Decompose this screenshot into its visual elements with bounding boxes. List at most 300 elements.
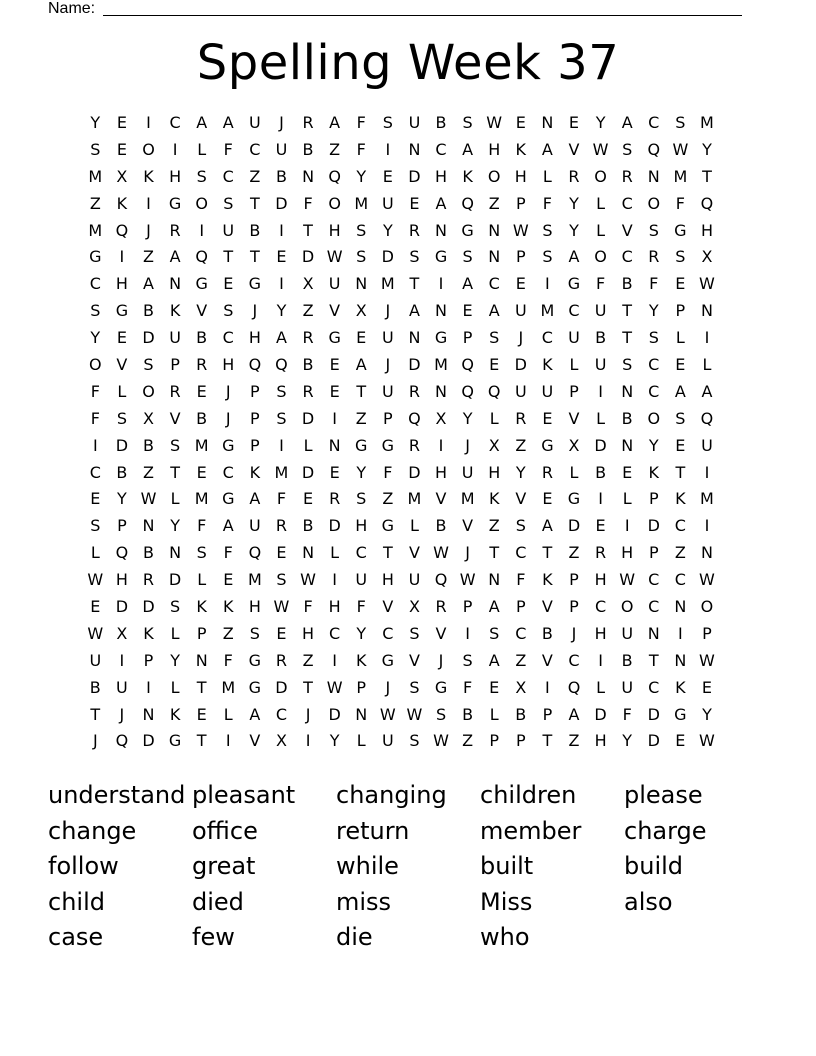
grid-letter: N [195, 650, 208, 670]
word-bank-item: understand [48, 781, 186, 809]
grid-letter: S [276, 570, 287, 590]
word-bank-item: change [48, 816, 137, 845]
grid-letter: S [622, 139, 633, 159]
grid-letter: Q [647, 139, 661, 159]
word-bank-item: return [336, 816, 410, 845]
grid-letter: F [223, 139, 233, 159]
grid-letter: C [541, 328, 553, 348]
grid-letter: S [462, 650, 473, 670]
grid-letter: T [702, 166, 712, 186]
grid-letter: O [328, 193, 341, 213]
grid-letter: K [675, 677, 686, 697]
grid-letter: U [89, 650, 102, 670]
grid-letter: J [225, 381, 231, 401]
grid-letter: E [329, 462, 340, 482]
grid-letter: Z [568, 543, 580, 563]
grid-letter: W [433, 731, 449, 751]
grid-letter: L [117, 381, 127, 401]
grid-letter: S [409, 623, 420, 643]
grid-letter: F [303, 193, 313, 213]
grid-letter: S [356, 220, 367, 240]
grid-letter: B [462, 704, 474, 724]
grid-letter: F [649, 274, 659, 294]
grid-letter: K [169, 301, 181, 321]
grid-letter: D [328, 704, 341, 724]
grid-letter: D [115, 435, 129, 455]
grid-letter: L [596, 408, 606, 428]
grid-letter: J [279, 113, 284, 132]
grid-letter: R [408, 220, 420, 240]
grid-letter: C [648, 597, 660, 617]
grid-letter: E [515, 274, 526, 294]
grid-letter: G [222, 435, 235, 455]
grid-letter: W [140, 489, 157, 509]
grid-letter: Z [568, 731, 580, 751]
grid-letter: S [90, 139, 101, 159]
grid-letter: A [541, 516, 553, 536]
grid-letter: S [622, 355, 633, 375]
grid-letter: W [406, 704, 423, 724]
grid-letter: E [356, 328, 367, 348]
grid-letter: B [435, 113, 447, 132]
grid-letter: W [672, 139, 689, 159]
grid-letter: N [408, 328, 421, 348]
grid-letter: S [143, 355, 154, 375]
grid-letter: Q [461, 381, 474, 401]
grid-letter: Z [515, 435, 527, 455]
grid-letter: H [621, 543, 634, 563]
grid-letter: Z [674, 543, 686, 563]
grid-letter: W [512, 220, 529, 240]
grid-letter: J [385, 677, 391, 697]
word-bank-item: office [192, 816, 258, 845]
grid-letter: G [674, 704, 687, 724]
grid-letter: M [221, 677, 236, 697]
grid-letter: E [542, 489, 553, 509]
grid-letter: H [594, 570, 607, 590]
grid-letter: S [90, 516, 101, 536]
grid-letter: D [408, 462, 421, 482]
grid-letter: B [435, 516, 447, 536]
grid-letter: V [408, 650, 420, 670]
grid-letter: A [462, 139, 474, 159]
grid-letter: E [489, 355, 500, 375]
grid-letter: V [515, 489, 527, 509]
grid-letter: C [222, 462, 234, 482]
grid-letter: Q [115, 543, 129, 563]
grid-letter: U [355, 570, 368, 590]
grid-letter: M [673, 166, 688, 186]
grid-letter: K [488, 489, 500, 509]
grid-letter: I [385, 139, 391, 159]
grid-letter: A [408, 301, 420, 321]
grid-letter: L [675, 328, 685, 348]
grid-letter: K [169, 704, 181, 724]
grid-letter: F [356, 113, 366, 132]
grid-letter: T [170, 462, 180, 482]
grid-letter: F [90, 408, 100, 428]
grid-letter: I [279, 435, 284, 455]
grid-letter: J [305, 704, 311, 724]
grid-letter: P [515, 193, 526, 213]
grid-letter: F [622, 704, 632, 724]
grid-letter: D [301, 462, 315, 482]
grid-letter: D [567, 516, 581, 536]
grid-letter: I [598, 381, 603, 401]
grid-letter: W [459, 570, 476, 590]
grid-letter: L [596, 220, 606, 240]
grid-letter: P [250, 381, 260, 401]
grid-letter: S [90, 301, 101, 321]
grid-letter: G [434, 328, 448, 348]
grid-letter: E [302, 489, 314, 509]
grid-letter: N [674, 597, 687, 617]
grid-letter: U [594, 355, 607, 375]
name-blank-line[interactable] [103, 15, 742, 16]
grid-letter: Y [702, 704, 712, 724]
grid-letter: V [249, 731, 261, 751]
grid-letter: N [328, 435, 341, 455]
grid-letter: U [621, 677, 634, 697]
grid-letter: C [222, 328, 234, 348]
grid-letter: B [89, 677, 101, 697]
grid-letter: C [648, 381, 660, 401]
grid-letter: R [169, 381, 181, 401]
grid-letter: U [275, 139, 288, 159]
grid-letter: A [222, 113, 234, 132]
grid-letter: S [409, 247, 420, 267]
grid-letter: S [356, 489, 367, 509]
grid-letter: I [332, 408, 337, 428]
grid-letter: E [675, 274, 686, 294]
grid-letter: L [489, 408, 499, 428]
grid-letter: R [621, 166, 633, 186]
grid-letter: Q [408, 408, 421, 428]
word-bank-item: die [336, 923, 373, 951]
grid-letter: N [435, 220, 447, 240]
grid-letter: E [568, 113, 580, 132]
grid-letter: D [301, 408, 315, 428]
grid-letter: N [302, 166, 315, 186]
grid-letter: W [87, 570, 104, 590]
grid-letter: R [142, 570, 155, 590]
grid-letter: D [301, 247, 315, 267]
grid-letter: O [594, 166, 607, 186]
grid-letter: B [595, 462, 607, 482]
grid-letter: U [249, 113, 261, 132]
grid-letter: D [328, 516, 341, 536]
grid-letter: M [434, 355, 448, 375]
grid-letter: Q [115, 220, 129, 240]
grid-letter: O [89, 355, 102, 375]
grid-letter: S [356, 247, 367, 267]
word-bank-item: member [480, 816, 582, 845]
grid-letter: G [89, 247, 102, 267]
grid-letter: D [381, 247, 394, 267]
grid-letter: A [355, 355, 367, 375]
grid-letter: N [488, 570, 501, 590]
grid-letter: S [223, 301, 234, 321]
grid-letter: Q [434, 570, 448, 590]
grid-letter: Z [355, 408, 367, 428]
grid-letter: P [515, 597, 526, 617]
grid-letter: E [116, 113, 127, 132]
grid-letter: G [434, 677, 448, 697]
grid-letter: H [328, 597, 341, 617]
grid-letter: Z [302, 650, 314, 670]
grid-letter: S [382, 113, 393, 132]
word-bank-item: please [624, 781, 703, 809]
grid-letter: U [328, 274, 341, 294]
grid-letter: A [462, 274, 474, 294]
grid-letter: Y [90, 328, 101, 348]
grid-letter: E [276, 543, 287, 563]
grid-letter: R [302, 328, 314, 348]
grid-letter: S [116, 408, 127, 428]
grid-letter: R [275, 516, 288, 536]
grid-letter: I [146, 113, 151, 132]
grid-letter: Y [462, 408, 473, 428]
grid-letter: V [541, 650, 553, 670]
grid-letter: Q [248, 543, 262, 563]
grid-letter: U [381, 193, 394, 213]
grid-letter: N [355, 704, 368, 724]
grid-letter: X [515, 677, 527, 697]
grid-letter: A [435, 193, 447, 213]
grid-letter: Y [702, 139, 712, 159]
grid-letter: Z [302, 301, 314, 321]
grid-letter: B [541, 623, 553, 643]
grid-letter: X [408, 597, 420, 617]
grid-letter: P [462, 328, 473, 348]
grid-letter: G [541, 435, 554, 455]
grid-letter: J [571, 623, 577, 643]
grid-letter: T [542, 731, 553, 751]
grid-letter: U [169, 328, 181, 348]
grid-letter: E [675, 435, 686, 455]
grid-letter: D [142, 731, 155, 751]
grid-letter: F [356, 139, 366, 159]
grid-letter: Q [700, 193, 714, 213]
grid-letter: C [275, 704, 288, 724]
grid-letter: R [541, 462, 553, 482]
grid-letter: Y [170, 516, 180, 536]
grid-letter: C [355, 543, 367, 563]
grid-letter: K [515, 139, 527, 159]
grid-letter: C [568, 301, 580, 321]
grid-letter: P [515, 247, 526, 267]
word-bank-item: miss [336, 887, 392, 916]
grid-letter: L [569, 355, 579, 375]
grid-letter: H [115, 274, 128, 294]
grid-letter: S [542, 247, 553, 267]
grid-letter: X [568, 435, 580, 455]
grid-letter: R [302, 381, 314, 401]
grid-letter: V [462, 516, 474, 536]
grid-letter: H [435, 462, 448, 482]
grid-letter: I [545, 677, 550, 697]
grid-letter: G [434, 247, 448, 267]
grid-letter: U [408, 570, 421, 590]
grid-letter: K [223, 597, 234, 617]
grid-letter: T [489, 543, 500, 563]
grid-letter: E [701, 677, 712, 697]
grid-letter: L [90, 543, 100, 563]
grid-letter: Y [117, 489, 127, 509]
grid-letter: K [542, 570, 553, 590]
grid-letter: Z [249, 166, 261, 186]
grid-letter: T [249, 247, 260, 267]
grid-letter: E [595, 516, 606, 536]
grid-letter: T [196, 731, 207, 751]
grid-letter: F [276, 489, 287, 509]
grid-letter: T [196, 677, 207, 697]
grid-letter: P [569, 381, 579, 401]
grid-letter: V [435, 623, 447, 643]
grid-letter: L [170, 677, 180, 697]
word-bank-item: charge [624, 816, 707, 845]
grid-letter: P [196, 623, 207, 643]
grid-letter: G [381, 650, 395, 670]
grid-letter: X [435, 408, 447, 428]
grid-letter: X [355, 301, 367, 321]
grid-letter: Q [461, 193, 474, 213]
grid-letter: C [515, 623, 527, 643]
grid-letter: S [462, 113, 473, 132]
word-bank-item: child [48, 887, 105, 916]
grid-letter: C [621, 247, 633, 267]
grid-letter: B [116, 462, 128, 482]
grid-letter: I [279, 220, 284, 240]
grid-letter: Q [328, 166, 341, 186]
grid-letter: G [328, 328, 341, 348]
grid-letter: I [704, 328, 710, 348]
grid-letter: C [674, 570, 686, 590]
grid-letter: D [275, 193, 288, 213]
grid-letter: E [196, 704, 207, 724]
grid-letter: Y [515, 462, 526, 482]
grid-letter: N [435, 381, 447, 401]
grid-letter: S [489, 328, 500, 348]
grid-letter: U [381, 328, 394, 348]
grid-letter: H [488, 139, 501, 159]
grid-letter: F [595, 274, 606, 294]
grid-letter: C [89, 274, 101, 294]
grid-letter: Y [90, 113, 101, 132]
grid-letter: T [249, 193, 260, 213]
grid-letter: D [408, 166, 421, 186]
grid-letter: S [409, 677, 420, 697]
grid-letter: A [275, 328, 287, 348]
grid-letter: W [300, 570, 316, 590]
grid-letter: E [489, 677, 500, 697]
grid-letter: Z [143, 247, 154, 267]
grid-letter: R [275, 650, 288, 670]
grid-letter: N [408, 139, 421, 159]
grid-letter: F [197, 516, 207, 536]
grid-letter: R [196, 355, 208, 375]
grid-letter: N [541, 113, 554, 132]
grid-letter: W [379, 704, 396, 724]
grid-letter: P [515, 731, 526, 751]
grid-letter: M [88, 220, 103, 240]
grid-letter: A [674, 381, 686, 401]
grid-letter: R [329, 489, 341, 509]
grid-letter: B [142, 543, 154, 563]
grid-letter: N [488, 220, 501, 240]
grid-letter: V [116, 355, 128, 375]
grid-letter: C [515, 543, 527, 563]
grid-letter: M [380, 274, 395, 294]
grid-letter: S [409, 731, 420, 751]
grid-letter: U [701, 435, 713, 455]
grid-letter: C [435, 139, 447, 159]
grid-letter: H [700, 220, 713, 240]
grid-letter: P [117, 516, 127, 536]
grid-letter: Z [515, 650, 527, 670]
grid-letter: R [595, 543, 607, 563]
grid-letter: S [648, 220, 659, 240]
grid-letter: P [675, 301, 686, 321]
grid-letter: Z [329, 139, 341, 159]
grid-letter: P [250, 408, 260, 428]
grid-letter: M [88, 166, 103, 186]
grid-letter: G [674, 220, 687, 240]
grid-letter: C [329, 623, 341, 643]
grid-letter: B [302, 139, 314, 159]
grid-letter: P [462, 597, 473, 617]
grid-letter: B [142, 301, 154, 321]
grid-letter: P [569, 597, 579, 617]
word-bank-item: few [192, 923, 235, 951]
grid-letter: I [704, 462, 710, 482]
grid-letter: I [279, 274, 284, 294]
grid-letter: K [143, 166, 154, 186]
grid-letter: G [567, 489, 581, 509]
grid-letter: X [116, 623, 128, 643]
grid-letter: E [276, 623, 287, 643]
grid-letter: C [648, 355, 660, 375]
grid-letter: U [408, 113, 421, 132]
grid-letter: R [648, 247, 660, 267]
grid-letter: N [142, 704, 155, 724]
grid-letter: P [648, 543, 659, 563]
grid-letter: O [700, 597, 714, 617]
grid-letter: A [249, 704, 261, 724]
grid-letter: L [197, 570, 207, 590]
grid-letter: Y [569, 220, 579, 240]
grid-letter: S [196, 543, 207, 563]
grid-letter: D [142, 597, 155, 617]
grid-letter: A [701, 381, 713, 401]
grid-letter: N [647, 166, 660, 186]
grid-letter: I [332, 570, 337, 590]
grid-letter: F [303, 597, 313, 617]
grid-letter: X [275, 731, 287, 751]
grid-letter: Y [648, 301, 659, 321]
grid-letter: E [90, 597, 101, 617]
grid-letter: F [675, 193, 685, 213]
grid-letter: W [433, 543, 449, 563]
grid-letter: B [249, 220, 261, 240]
grid-letter: G [461, 220, 474, 240]
grid-letter: T [90, 704, 101, 724]
grid-letter: E [409, 193, 420, 213]
grid-letter: R [408, 435, 420, 455]
grid-letter: O [594, 247, 607, 267]
grid-letter: Q [567, 677, 581, 697]
grid-letter: D [168, 570, 182, 590]
